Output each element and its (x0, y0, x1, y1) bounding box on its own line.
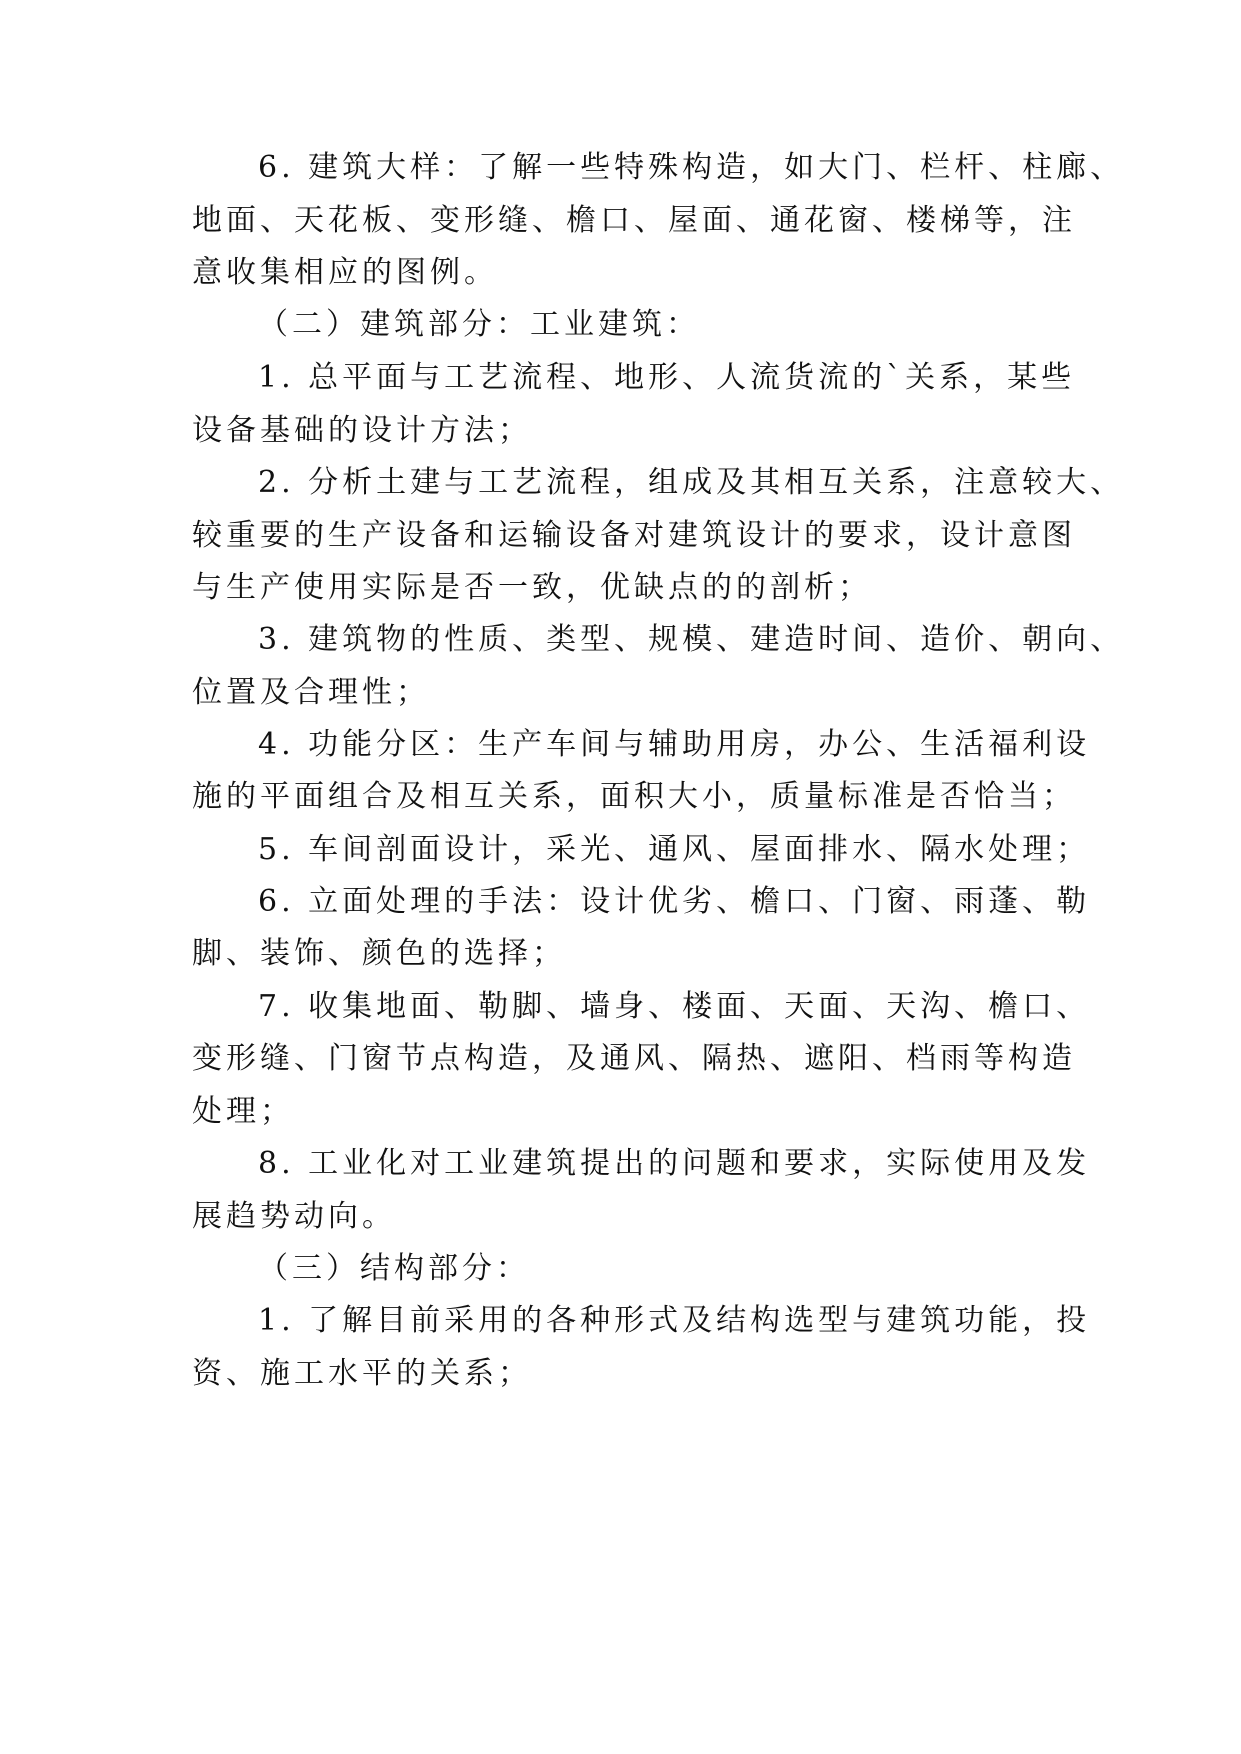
text-line: 7. 收集地面、勒脚、墙身、楼面、天面、天沟、檐口、 (258, 989, 1091, 1024)
text-line: 6. 建筑大样：了解一些特殊构造，如大门、栏杆、柱廊、 (258, 150, 1125, 185)
text-line: 展趋势动向。 (192, 1199, 396, 1234)
text-line: 8. 工业化对工业建筑提出的问题和要求，实际使用及发 (258, 1146, 1091, 1181)
text-line: 与生产使用实际是否一致，优缺点的的剖析； (192, 570, 872, 605)
text-line: 较重要的生产设备和运输设备对建筑设计的要求，设计意图 (192, 518, 1076, 553)
text-line: 位置及合理性； (192, 675, 430, 710)
text-line: 意收集相应的图例。 (192, 255, 498, 290)
text-line: 4. 功能分区：生产车间与辅助用房，办公、生活福利设 (258, 727, 1091, 762)
text-line: 1. 了解目前采用的各种形式及结构选型与建筑功能，投 (258, 1303, 1091, 1338)
text-line: 处理； (192, 1094, 294, 1129)
text-line: 变形缝、门窗节点构造，及通风、隔热、遮阳、档雨等构造 (192, 1041, 1076, 1076)
text-line: 1. 总平面与工艺流程、地形、人流货流的`关系，某些 (258, 360, 1076, 395)
section-heading: （二）建筑部分：工业建筑： (258, 307, 700, 342)
text-line: 设备基础的设计方法； (192, 413, 532, 448)
text-line: 地面、天花板、变形缝、檐口、屋面、通花窗、楼梯等，注 (192, 203, 1076, 238)
text-line: 6. 立面处理的手法：设计优劣、檐口、门窗、雨蓬、勒 (258, 884, 1091, 919)
text-line: 脚、装饰、颜色的选择； (192, 936, 566, 971)
text-line: 3. 建筑物的性质、类型、规模、建造时间、造价、朝向、 (258, 622, 1125, 657)
section-heading: （三）结构部分： (258, 1251, 530, 1286)
text-line: 2. 分析土建与工艺流程，组成及其相互关系，注意较大、 (258, 465, 1125, 500)
text-line: 施的平面组合及相互关系，面积大小，质量标准是否恰当； (192, 779, 1076, 814)
text-line: 5. 车间剖面设计，采光、通风、屋面排水、隔水处理； (258, 832, 1091, 867)
text-line: 资、施工水平的关系； (192, 1356, 532, 1391)
